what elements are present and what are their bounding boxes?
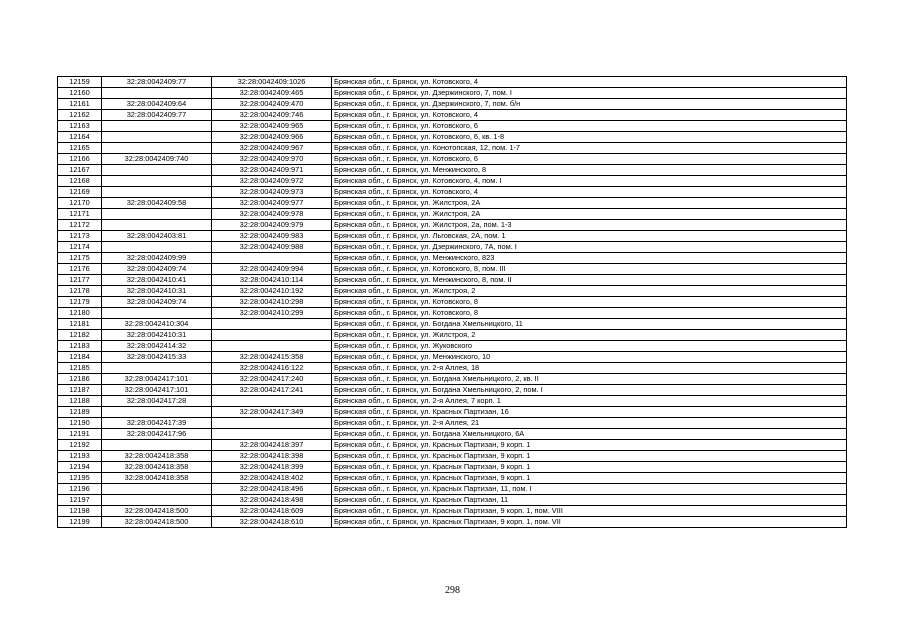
- row-number-cell: 12196: [58, 484, 102, 495]
- cadastral-number-cell: 32:28:0042418:397: [212, 440, 332, 451]
- row-number-cell: 12198: [58, 506, 102, 517]
- cadastral-number-cell: 32:28:0042410:299: [212, 308, 332, 319]
- row-number-cell: 12188: [58, 396, 102, 407]
- cadastral-number-cell: 32:28:0042409:979: [212, 220, 332, 231]
- parent-cadastral-cell: 32:28:0042409:74: [102, 264, 212, 275]
- row-number-cell: 12171: [58, 209, 102, 220]
- address-cell: Брянская обл., г. Брянск, ул. Менжинского, 8, пом. II: [332, 275, 847, 286]
- parent-cadastral-cell: [102, 209, 212, 220]
- cadastral-table: [57, 76, 847, 528]
- table-row: [58, 220, 847, 231]
- parent-cadastral-cell: [102, 484, 212, 495]
- table-row: [58, 132, 847, 143]
- table-row: [58, 473, 847, 484]
- parent-cadastral-cell: 32:28:0042418:358: [102, 451, 212, 462]
- table-row: [58, 231, 847, 242]
- cadastral-number-cell: [212, 330, 332, 341]
- row-number-cell: 12160: [58, 88, 102, 99]
- table-row: [58, 110, 847, 121]
- table-row: [58, 121, 847, 132]
- table-row: [58, 319, 847, 330]
- address-cell: Брянская обл., г. Брянск, ул. Менжинского, 10: [332, 352, 847, 363]
- row-number-cell: 12179: [58, 297, 102, 308]
- address-cell: Брянская обл., г. Брянск, ул. 2-я Аллея, 21: [332, 418, 847, 429]
- address-cell: Брянская обл., г. Брянск, ул. Красных Партизан, 9 корп. 1, пом. VIII: [332, 506, 847, 517]
- parent-cadastral-cell: 32:28:0042409:64: [102, 99, 212, 110]
- cadastral-number-cell: 32:28:0042409:1026: [212, 77, 332, 88]
- address-cell: Брянская обл., г. Брянск, ул. Котовского, 6: [332, 154, 847, 165]
- row-number-cell: 12186: [58, 374, 102, 385]
- table-row: [58, 88, 847, 99]
- address-cell: Брянская обл., г. Брянск, ул. Жилстроя, 2А: [332, 198, 847, 209]
- address-cell: Брянская обл., г. Брянск, ул. 2-я Аллея, 7 корп. 1: [332, 396, 847, 407]
- table-row: [58, 176, 847, 187]
- address-cell: Брянская обл., г. Брянск, ул. Дзержинского, 7, пом. I: [332, 88, 847, 99]
- parent-cadastral-cell: [102, 88, 212, 99]
- parent-cadastral-cell: 32:28:0042418:500: [102, 506, 212, 517]
- address-cell: Брянская обл., г. Брянск, ул. Котовского, 6, кв. 1-8: [332, 132, 847, 143]
- parent-cadastral-cell: 32:28:0042417:28: [102, 396, 212, 407]
- parent-cadastral-cell: 32:28:0042418:500: [102, 517, 212, 528]
- address-cell: Брянская обл., г. Брянск, ул. Жилстроя, 2А: [332, 209, 847, 220]
- address-cell: Брянская обл., г. Брянск, ул. 2-я Аллея, 18: [332, 363, 847, 374]
- row-number-cell: 12159: [58, 77, 102, 88]
- cadastral-number-cell: 32:28:0042410:114: [212, 275, 332, 286]
- table-row: [58, 374, 847, 385]
- address-cell: Брянская обл., г. Брянск, ул. Котовского, 8: [332, 308, 847, 319]
- parent-cadastral-cell: 32:28:0042409:740: [102, 154, 212, 165]
- table-row: [58, 286, 847, 297]
- address-cell: Брянская обл., г. Брянск, ул. Конотопская, 12, пом. 1-7: [332, 143, 847, 154]
- row-number-cell: 12172: [58, 220, 102, 231]
- table-row: [58, 385, 847, 396]
- address-cell: Брянская обл., г. Брянск, ул. Менжинского, 823: [332, 253, 847, 264]
- parent-cadastral-cell: 32:28:0042417:101: [102, 374, 212, 385]
- parent-cadastral-cell: 32:28:0042410:31: [102, 286, 212, 297]
- table-row: [58, 165, 847, 176]
- table-body: [58, 77, 847, 528]
- address-cell: Брянская обл., г. Брянск, ул. Дзержинского, 7, пом. б/н: [332, 99, 847, 110]
- row-number-cell: 12180: [58, 308, 102, 319]
- address-cell: Брянская обл., г. Брянск, ул. Котовского, 4: [332, 110, 847, 121]
- cadastral-number-cell: 32:28:0042409:994: [212, 264, 332, 275]
- row-number-cell: 12168: [58, 176, 102, 187]
- cadastral-number-cell: 32:28:0042409:966: [212, 132, 332, 143]
- parent-cadastral-cell: 32:28:0042409:77: [102, 77, 212, 88]
- address-cell: Брянская обл., г. Брянск, ул. Котовского, 6: [332, 121, 847, 132]
- parent-cadastral-cell: 32:28:0042414:32: [102, 341, 212, 352]
- parent-cadastral-cell: [102, 165, 212, 176]
- address-cell: Брянская обл., г. Брянск, ул. Красных Партизан, 11, пом. I: [332, 484, 847, 495]
- cadastral-number-cell: 32:28:0042418:399: [212, 462, 332, 473]
- table-row: [58, 363, 847, 374]
- row-number-cell: 12185: [58, 363, 102, 374]
- cadastral-number-cell: 32:28:0042418:402: [212, 473, 332, 484]
- address-cell: Брянская обл., г. Брянск, ул. Котовского, 4: [332, 187, 847, 198]
- address-cell: Брянская обл., г. Брянск, ул. Красных Партизан, 16: [332, 407, 847, 418]
- address-cell: Брянская обл., г. Брянск, ул. Красных Партизан, 11: [332, 495, 847, 506]
- cadastral-number-cell: 32:28:0042418:498: [212, 495, 332, 506]
- row-number-cell: 12175: [58, 253, 102, 264]
- table-row: [58, 341, 847, 352]
- table-row: [58, 495, 847, 506]
- table-row: [58, 506, 847, 517]
- parent-cadastral-cell: [102, 242, 212, 253]
- cadastral-number-cell: 32:28:0042409:972: [212, 176, 332, 187]
- parent-cadastral-cell: 32:28:0042410:41: [102, 275, 212, 286]
- cadastral-number-cell: [212, 429, 332, 440]
- row-number-cell: 12189: [58, 407, 102, 418]
- row-number-cell: 12199: [58, 517, 102, 528]
- row-number-cell: 12162: [58, 110, 102, 121]
- parent-cadastral-cell: [102, 220, 212, 231]
- cadastral-number-cell: 32:28:0042416:122: [212, 363, 332, 374]
- address-cell: Брянская обл., г. Брянск, ул. Жилстроя, 2: [332, 330, 847, 341]
- cadastral-number-cell: [212, 418, 332, 429]
- parent-cadastral-cell: 32:28:0042418:358: [102, 473, 212, 484]
- table-row: [58, 407, 847, 418]
- row-number-cell: 12167: [58, 165, 102, 176]
- row-number-cell: 12170: [58, 198, 102, 209]
- cadastral-number-cell: 32:28:0042409:983: [212, 231, 332, 242]
- row-number-cell: 12178: [58, 286, 102, 297]
- table-row: [58, 517, 847, 528]
- parent-cadastral-cell: 32:28:0042409:58: [102, 198, 212, 209]
- address-cell: Брянская обл., г. Брянск, ул. Красных Партизан, 9 корп. 1: [332, 462, 847, 473]
- cadastral-number-cell: 32:28:0042418:610: [212, 517, 332, 528]
- cadastral-number-cell: 32:28:0042409:465: [212, 88, 332, 99]
- table-row: [58, 275, 847, 286]
- row-number-cell: 12177: [58, 275, 102, 286]
- parent-cadastral-cell: [102, 176, 212, 187]
- table-row: [58, 143, 847, 154]
- row-number-cell: 12164: [58, 132, 102, 143]
- cadastral-number-cell: 32:28:0042409:967: [212, 143, 332, 154]
- table-row: [58, 187, 847, 198]
- table-row: [58, 209, 847, 220]
- row-number-cell: 12191: [58, 429, 102, 440]
- row-number-cell: 12176: [58, 264, 102, 275]
- table-row: [58, 440, 847, 451]
- page-number: 298: [445, 585, 460, 596]
- cadastral-number-cell: [212, 396, 332, 407]
- address-cell: Брянская обл., г. Брянск, ул. Красных Партизан, 9 корп. 1, пом. VII: [332, 517, 847, 528]
- row-number-cell: 12195: [58, 473, 102, 484]
- cadastral-number-cell: 32:28:0042415:358: [212, 352, 332, 363]
- address-cell: Брянская обл., г. Брянск, ул. Жуковского: [332, 341, 847, 352]
- table-row: [58, 308, 847, 319]
- row-number-cell: 12194: [58, 462, 102, 473]
- row-number-cell: 12190: [58, 418, 102, 429]
- cadastral-number-cell: 32:28:0042417:241: [212, 385, 332, 396]
- table-row: [58, 396, 847, 407]
- cadastral-number-cell: 32:28:0042409:988: [212, 242, 332, 253]
- table-row: [58, 418, 847, 429]
- table-row: [58, 154, 847, 165]
- table-row: [58, 77, 847, 88]
- address-cell: Брянская обл., г. Брянск, ул. Менжинского, 8: [332, 165, 847, 176]
- parent-cadastral-cell: [102, 363, 212, 374]
- cadastral-number-cell: 32:28:0042417:349: [212, 407, 332, 418]
- parent-cadastral-cell: 32:28:0042409:77: [102, 110, 212, 121]
- cadastral-number-cell: 32:28:0042418:609: [212, 506, 332, 517]
- row-number-cell: 12192: [58, 440, 102, 451]
- table-row: [58, 429, 847, 440]
- table-row: [58, 462, 847, 473]
- parent-cadastral-cell: 32:28:0042417:101: [102, 385, 212, 396]
- table-row: [58, 451, 847, 462]
- row-number-cell: 12169: [58, 187, 102, 198]
- row-number-cell: 12163: [58, 121, 102, 132]
- parent-cadastral-cell: [102, 187, 212, 198]
- row-number-cell: 12166: [58, 154, 102, 165]
- parent-cadastral-cell: 32:28:0042415:33: [102, 352, 212, 363]
- table-row: [58, 484, 847, 495]
- row-number-cell: 12187: [58, 385, 102, 396]
- parent-cadastral-cell: [102, 495, 212, 506]
- address-cell: Брянская обл., г. Брянск, ул. Котовского, 4: [332, 77, 847, 88]
- address-cell: Брянская обл., г. Брянск, ул. Котовского, 4, пом. I: [332, 176, 847, 187]
- address-cell: Брянская обл., г. Брянск, ул. Красных Партизан, 9 корп. 1: [332, 440, 847, 451]
- address-cell: Брянская обл., г. Брянск, ул. Богдана Хмельницкого, 11: [332, 319, 847, 330]
- address-cell: Брянская обл., г. Брянск, ул. Красных Партизан, 9 корп. 1: [332, 473, 847, 484]
- cadastral-number-cell: 32:28:0042409:977: [212, 198, 332, 209]
- address-cell: Брянская обл., г. Брянск, ул. Жилстроя, 2: [332, 286, 847, 297]
- row-number-cell: 12183: [58, 341, 102, 352]
- row-number-cell: 12193: [58, 451, 102, 462]
- address-cell: Брянская обл., г. Брянск, ул. Жилстроя, 2а, пом. 1-3: [332, 220, 847, 231]
- cadastral-number-cell: 32:28:0042409:970: [212, 154, 332, 165]
- address-cell: Брянская обл., г. Брянск, ул. Богдана Хмельницкого, 2, пом. I: [332, 385, 847, 396]
- cadastral-number-cell: 32:28:0042409:470: [212, 99, 332, 110]
- parent-cadastral-cell: [102, 143, 212, 154]
- parent-cadastral-cell: 32:28:0042417:96: [102, 429, 212, 440]
- cadastral-number-cell: 32:28:0042418:398: [212, 451, 332, 462]
- parent-cadastral-cell: 32:28:0042410:304: [102, 319, 212, 330]
- table-row: [58, 253, 847, 264]
- address-cell: Брянская обл., г. Брянск, ул. Котовского, 8: [332, 297, 847, 308]
- cadastral-number-cell: 32:28:0042409:978: [212, 209, 332, 220]
- table-row: [58, 264, 847, 275]
- cadastral-number-cell: 32:28:0042410:192: [212, 286, 332, 297]
- address-cell: Брянская обл., г. Брянск, ул. Богдана Хмельницкого, 2, кв. II: [332, 374, 847, 385]
- row-number-cell: 12161: [58, 99, 102, 110]
- table-row: [58, 99, 847, 110]
- row-number-cell: 12184: [58, 352, 102, 363]
- table-row: [58, 330, 847, 341]
- row-number-cell: 12173: [58, 231, 102, 242]
- parent-cadastral-cell: [102, 308, 212, 319]
- address-cell: Брянская обл., г. Брянск, ул. Богдана Хмельницкого, 6А: [332, 429, 847, 440]
- address-cell: Брянская обл., г. Брянск, ул. Котовского, 8, пом. III: [332, 264, 847, 275]
- parent-cadastral-cell: 32:28:0042418:358: [102, 462, 212, 473]
- row-number-cell: 12165: [58, 143, 102, 154]
- cadastral-number-cell: [212, 319, 332, 330]
- cadastral-number-cell: 32:28:0042417:240: [212, 374, 332, 385]
- cadastral-number-cell: 32:28:0042409:971: [212, 165, 332, 176]
- parent-cadastral-cell: 32:28:0042409:74: [102, 297, 212, 308]
- cadastral-number-cell: [212, 341, 332, 352]
- parent-cadastral-cell: 32:28:0042410:31: [102, 330, 212, 341]
- cadastral-number-cell: 32:28:0042418:496: [212, 484, 332, 495]
- cadastral-number-cell: 32:28:0042410:298: [212, 297, 332, 308]
- cadastral-number-cell: 32:28:0042409:973: [212, 187, 332, 198]
- table-row: [58, 198, 847, 209]
- row-number-cell: 12197: [58, 495, 102, 506]
- cadastral-number-cell: 32:28:0042409:965: [212, 121, 332, 132]
- row-number-cell: 12174: [58, 242, 102, 253]
- cadastral-number-cell: 32:28:0042409:746: [212, 110, 332, 121]
- row-number-cell: 12182: [58, 330, 102, 341]
- parent-cadastral-cell: [102, 121, 212, 132]
- table-row: [58, 242, 847, 253]
- parent-cadastral-cell: [102, 132, 212, 143]
- parent-cadastral-cell: 32:28:0042403:81: [102, 231, 212, 242]
- address-cell: Брянская обл., г. Брянск, ул. Дзержинского, 7А, пом. I: [332, 242, 847, 253]
- address-cell: Брянская обл., г. Брянск, ул. Льговская, 2А, пом. 1: [332, 231, 847, 242]
- parent-cadastral-cell: 32:28:0042417:39: [102, 418, 212, 429]
- parent-cadastral-cell: 32:28:0042409:99: [102, 253, 212, 264]
- cadastral-number-cell: [212, 253, 332, 264]
- parent-cadastral-cell: [102, 407, 212, 418]
- table-row: [58, 297, 847, 308]
- parent-cadastral-cell: [102, 440, 212, 451]
- address-cell: Брянская обл., г. Брянск, ул. Красных Партизан, 9 корп. 1: [332, 451, 847, 462]
- row-number-cell: 12181: [58, 319, 102, 330]
- table-row: [58, 352, 847, 363]
